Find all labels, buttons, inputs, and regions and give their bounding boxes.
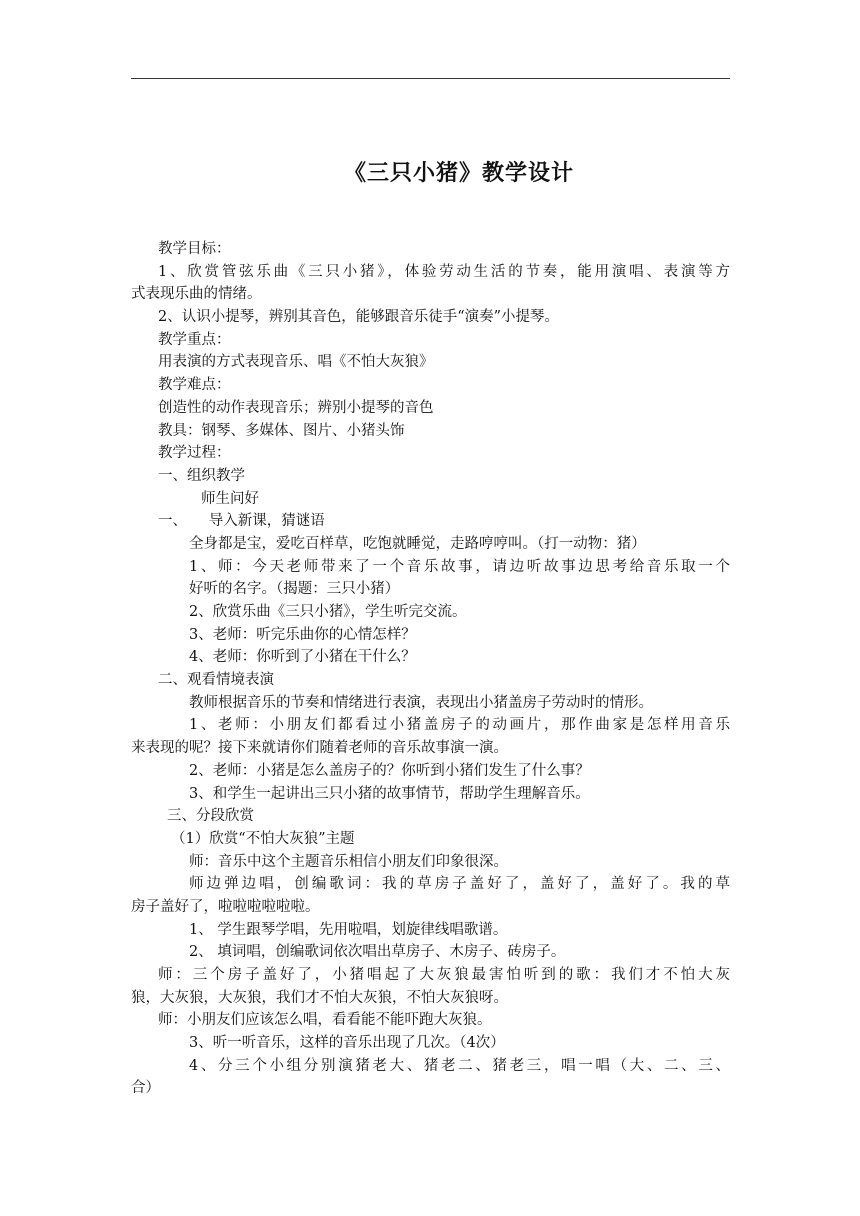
paragraph-line: 1、老师：小朋友们都看过小猪盖房子的动画片，那作曲家是怎样用音乐 bbox=[189, 717, 730, 734]
section-heading-goals: 教学目标： bbox=[158, 241, 231, 257]
step-heading: 一、组织教学 bbox=[158, 467, 245, 484]
paragraph-line: 1、师：今天老师带来了一个音乐故事，请边听故事边思考给音乐取一个 bbox=[189, 558, 730, 575]
paragraph-line: 师边弹边唱，创编歌词：我的草房子盖好了，盖好了，盖好了。我的草 bbox=[189, 876, 730, 893]
paragraph-line: 好听的名字。（揭题：三只小猪） bbox=[189, 581, 400, 598]
step-heading: 三、分段欣赏 bbox=[167, 808, 254, 825]
paragraph-line: 狼，大灰狼，大灰狼，我们才不怕大灰狼，不怕大灰狼呀。 bbox=[131, 989, 508, 1006]
paragraph-line: 2、 填词唱，创编歌词依次唱出草房子、木房子、砖房子。 bbox=[189, 944, 566, 961]
paragraph-line: 3、和学生一起讲出三只小猪的故事情节，帮助学生理解音乐。 bbox=[189, 785, 590, 802]
paragraph-line: 教具：钢琴、多媒体、图片、小猪头饰 bbox=[158, 422, 405, 439]
section-heading-process: 教学过程： bbox=[158, 445, 231, 462]
section-heading-difficulties: 教学难点： bbox=[158, 377, 231, 394]
paragraph-line: 教师根据音乐的节奏和情绪进行表演，表现出小猪盖房子劳动时的情形。 bbox=[189, 694, 653, 711]
paragraph-line: 3、听一听音乐，这样的音乐出现了几次。（4次） bbox=[189, 1035, 505, 1052]
paragraph-line: 1、 学生跟琴学唱，先用啦唱，划旋律线唱歌谱。 bbox=[189, 921, 508, 938]
paragraph-line: 2、认识小提琴，辨别其音色，能够跟音乐徒手“演奏”小提琴。 bbox=[158, 309, 560, 326]
header-rule bbox=[131, 78, 730, 79]
paragraph-line: 师生问好 bbox=[201, 490, 259, 507]
paragraph-line: 4、老师：你听到了小猪在干什么？ bbox=[189, 649, 416, 666]
paragraph-line: 师：音乐中这个主题音乐相信小朋友们印象很深。 bbox=[189, 853, 508, 870]
paragraph-line: 式表现乐曲的情绪。 bbox=[131, 286, 262, 303]
document-body bbox=[131, 238, 730, 1100]
sub-heading: （1）欣赏“不怕大灰狼”主题 bbox=[171, 830, 355, 847]
paragraph-line: 合） bbox=[131, 1080, 160, 1097]
paragraph-line: 4、分三个小组分别演猪老大、猪老二、猪老三，唱一唱（大、二、三、 bbox=[189, 1057, 730, 1074]
paragraph-line: 1、欣赏管弦乐曲《三只小猪》，体验劳动生活的节奏，能用演唱、表演等方 bbox=[158, 263, 730, 280]
section-heading-key-points: 教学重点： bbox=[158, 331, 231, 348]
paragraph-line: 来表现的呢？接下来就请你们随着老师的音乐故事演一演。 bbox=[131, 740, 508, 757]
step-heading: 二、观看情境表演 bbox=[158, 672, 274, 689]
paragraph-line: 师：三个房子盖好了，小猪唱起了大灰狼最害怕听到的歌：我们才不怕大灰 bbox=[158, 967, 730, 983]
document-title: 《三只小猪》教学设计 bbox=[343, 160, 574, 186]
paragraph-line: 用表演的方式表现音乐、唱《不怕大灰狼》 bbox=[158, 354, 434, 371]
paragraph-line: 创造性的动作表现音乐；辨别小提琴的音色 bbox=[158, 399, 434, 416]
paragraph-line: 房子盖好了，啦啦啦啦啦啦。 bbox=[131, 898, 320, 915]
step-heading: 一、 导入新课，猜谜语 bbox=[158, 513, 325, 530]
paragraph-line: 3、老师：听完乐曲你的心情怎样？ bbox=[189, 626, 416, 643]
paragraph-line: 师：小朋友们应该怎么唱，看看能不能吓跑大灰狼。 bbox=[158, 1012, 492, 1029]
paragraph-line: 全身都是宝，爱吃百样草，吃饱就睡觉，走路哼哼叫。（打一动物：猪） bbox=[189, 535, 646, 552]
paragraph-line: 2、欣赏乐曲《三只小猪》，学生听完交流。 bbox=[189, 604, 467, 620]
paragraph-line: 2、老师：小猪是怎么盖房子的？你听到小猪们发生了什么事？ bbox=[189, 762, 590, 779]
